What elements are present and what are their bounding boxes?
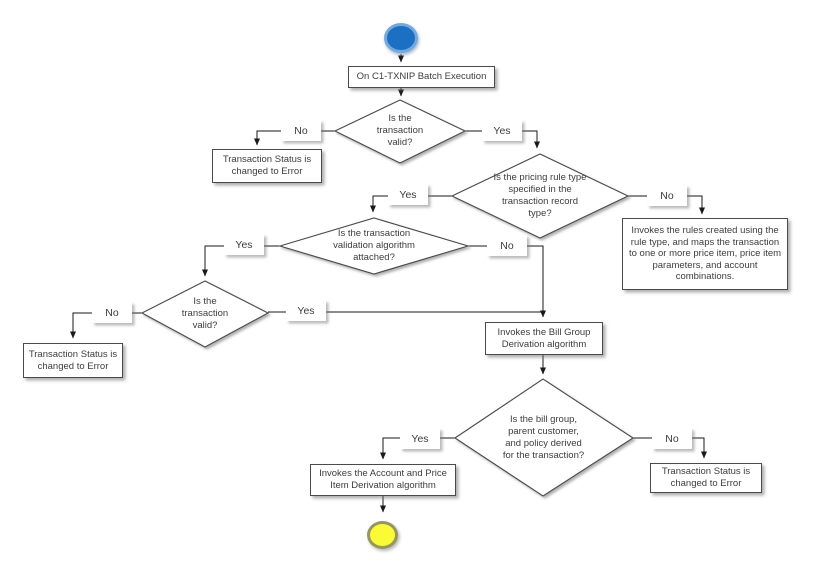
diamond-is-validation-algorithm-label: Is the transaction validation algorithm attached? [333,228,415,263]
edge-label-d1-yes: Yes [482,120,522,141]
process-invokes-bill-group: Invokes the Bill Group Derivation algorithm [485,322,603,355]
edge-label-d4-no: No [92,302,132,323]
edge-label-d5-yes: Yes [400,428,440,449]
process-transaction-status-error-3: Transaction Status is changed to Error [650,463,762,493]
process-invokes-account-price-item: Invokes the Account and Price Item Derivation algorithm [310,464,456,496]
diamond-is-bill-group-derived-label: Is the bill group, parent customer, and policy derived for the transaction? [502,414,585,461]
process-transaction-status-error-1: Transaction Status is changed to Error [212,149,322,183]
diamond-is-pricing-rule-type-label: Is the pricing rule type specified in the transaction record type? [493,172,587,219]
edge-label-d3-no: No [487,235,527,256]
end-node [367,521,398,549]
process-batch-execution: On C1-TXNIP Batch Execution [348,66,495,88]
edge-label-d2-no: No [647,185,687,206]
diamond-is-transaction-valid-1-label: Is the transaction valid? [376,113,424,148]
edge-label-d5-no: No [652,428,692,449]
start-node [384,23,418,53]
edge-label-d1-no: No [281,120,321,141]
edge-label-d4-yes: Yes [286,300,326,321]
diamond-is-transaction-valid-2-label: Is the transaction valid? [181,296,229,331]
edge-label-d3-yes: Yes [224,234,264,255]
edge-d3-no-to-billgroup [468,246,543,317]
edge-label-d2-yes: Yes [388,184,428,205]
process-transaction-status-error-2: Transaction Status is changed to Error [23,343,123,378]
process-invokes-rules: Invokes the rules created using the rule type, and maps the transaction to one or more price item, price item parameters, and account combinations. [622,218,788,290]
